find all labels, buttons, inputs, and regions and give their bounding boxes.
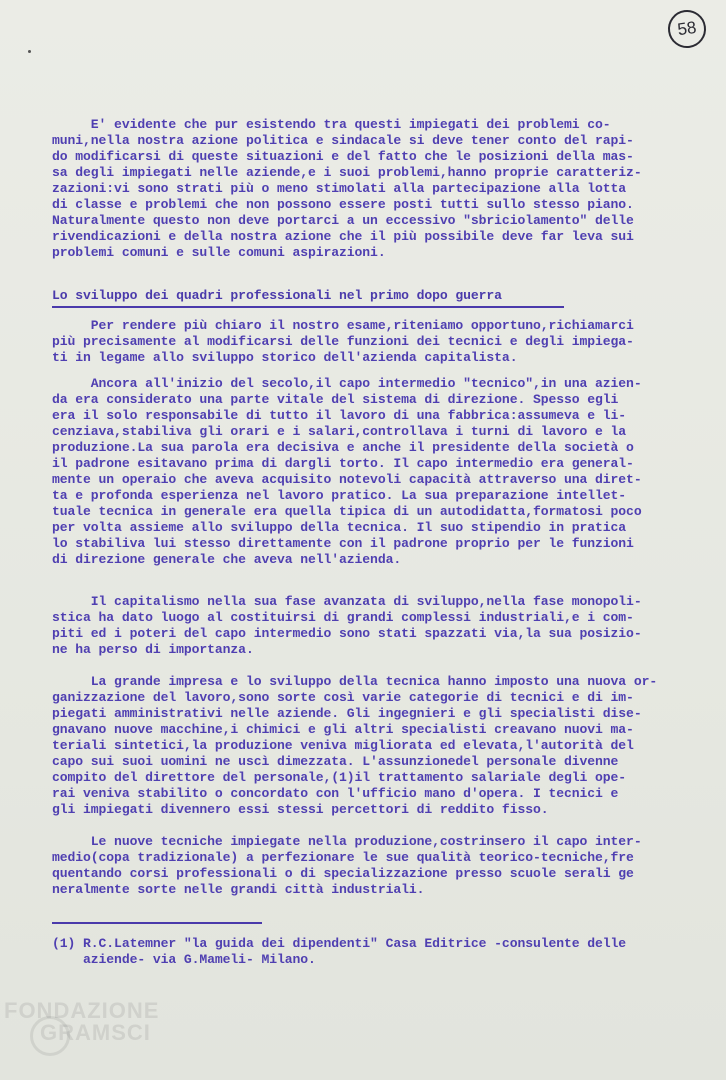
text-line: Per rendere più chiaro il nostro esame,riteniamo opportuno,richiamarci (52, 318, 634, 333)
footnote-line: (1) R.C.Latemner "la guida dei dipendenti" Casa Editrice -consulente delle (52, 936, 627, 951)
text-line: lo stabiliva lui stesso direttamente con il padrone proprio per le funzioni (52, 536, 634, 551)
text-line: gli impiegati divennero essi stessi percettori di reddito fisso. (52, 802, 549, 817)
text-line: Naturalmente questo non deve portarci a un eccessivo "sbriciolamento" delle (52, 213, 634, 228)
text-line: era il solo responsabile di tutto il lavoro di una fabbrica:assumeva e li- (52, 408, 627, 423)
text-line: medio(copa tradizionale) a perfezionare le sue qualità teorico-tecniche,fre (52, 850, 634, 865)
text-line: sa degli impiegati nelle aziende,e i suoi problemi,hanno proprie caratteriz- (52, 165, 642, 180)
text-line: cenziava,stabiliva gli orari e i salari,controllava i turni di lavoro e la (52, 424, 627, 439)
page-number: 58 (666, 8, 709, 51)
footnote-rule (52, 922, 262, 924)
text-line: compito del direttore del personale,(1)il trattamento salariale degli ope- (52, 770, 627, 785)
text-line: quentando corsi professionali o di specializzazione presso scuole serali ge (52, 866, 634, 881)
text-line: rivendicazioni e della nostra azione che il più possibile deve far leva sui (52, 229, 634, 244)
text-line: piegati amministrativi nelle aziende. Gli ingegnieri e gli specialisti dise- (52, 706, 642, 721)
text-line: Ancora all'inizio del secolo,il capo intermedio "tecnico",in una azien- (52, 376, 642, 391)
section-heading: Lo sviluppo dei quadri professionali nel primo dopo guerra (52, 288, 502, 303)
text-line: produzione.La sua parola era decisiva e anche il presidente della società o (52, 440, 634, 455)
text-line: zazioni:vi sono strati più o meno stimolati alla partecipazione alla lotta (52, 181, 627, 196)
text-line: La grande impresa e lo sviluppo della tecnica hanno imposto una nuova or- (52, 674, 658, 689)
text-line: teriali sintetici,la produzione veniva migliorata ed elevata,l'autorità del (52, 738, 634, 753)
text-line: E' evidente che pur esistendo tra questi impiegati dei problemi co- (52, 117, 611, 132)
text-line: Il capitalismo nella sua fase avanzata di sviluppo,nella fase monopoli- (52, 594, 642, 609)
text-line: ganizzazione del lavoro,sono sorte così varie categorie di tecnici e di im- (52, 690, 634, 705)
text-line: rai veniva stabilito o concordato con l'ufficio mano d'opera. I tecnici e (52, 786, 619, 801)
text-line: muni,nella nostra azione politica e sindacale si deve tener conto del rapi- (52, 133, 634, 148)
text-line: gnavano nuove macchine,i chimici e gli altri specialisti creavano nuovi ma- (52, 722, 634, 737)
text-line: piti ed i poteri del capo intermedio sono stati spazzati via,la sua posizio- (52, 626, 642, 641)
text-line: problemi comuni e sulle comuni aspirazioni. (52, 245, 386, 260)
text-line: neralmente sorte nelle grandi città industriali. (52, 882, 425, 897)
text-line: Le nuove tecniche impiegate nella produzione,costrinsero il capo inter- (52, 834, 642, 849)
text-line: mente un operaio che aveva acquisito notevoli capacità attraverso una diret- (52, 472, 642, 487)
text-line: da era considerato una parte vitale del sistema di direzione. Spesso egli (52, 392, 619, 407)
heading-underline (52, 306, 564, 308)
watermark-line: GRAMSCI (40, 1020, 151, 1045)
text-line: tuale tecnica in generale era quella tipica di un autodidatta,formatosi poco (52, 504, 642, 519)
text-line: più precisamente al modificarsi delle funzioni dei tecnici e degli impiega- (52, 334, 634, 349)
paper-mark (28, 50, 31, 53)
text-line: ti in legame allo sviluppo storico dell'azienda capitalista. (52, 350, 518, 365)
text-line: ne ha perso di importanza. (52, 642, 254, 657)
text-line: di direzione generale che aveva nell'azienda. (52, 552, 402, 567)
text-line: per volta assieme allo sviluppo della tecnica. Il suo stipendio in pratica (52, 520, 627, 535)
text-line: il padrone esitavano prima di dargli torto. Il capo intermedio era general- (52, 456, 634, 471)
text-line: do modificarsi di queste situazioni e del fatto che le posizioni della mas- (52, 149, 634, 164)
watermark-line: FONDAZIONE (4, 998, 160, 1023)
text-line: capo sui suoi uomini ne uscì dimezzata. L'assunzionedel personale divenne (52, 754, 619, 769)
text-line: ta e profonda esperienza nel lavoro pratico. La sua preparazione intellet- (52, 488, 627, 503)
text-line: di classe e problemi che non possono essere posti tutti sullo stesso piano. (52, 197, 634, 212)
footnote-line: aziende- via G.Mameli- Milano. (52, 952, 316, 967)
text-line: stica ha dato luogo al costituirsi di grandi complessi industriali,e i com- (52, 610, 634, 625)
